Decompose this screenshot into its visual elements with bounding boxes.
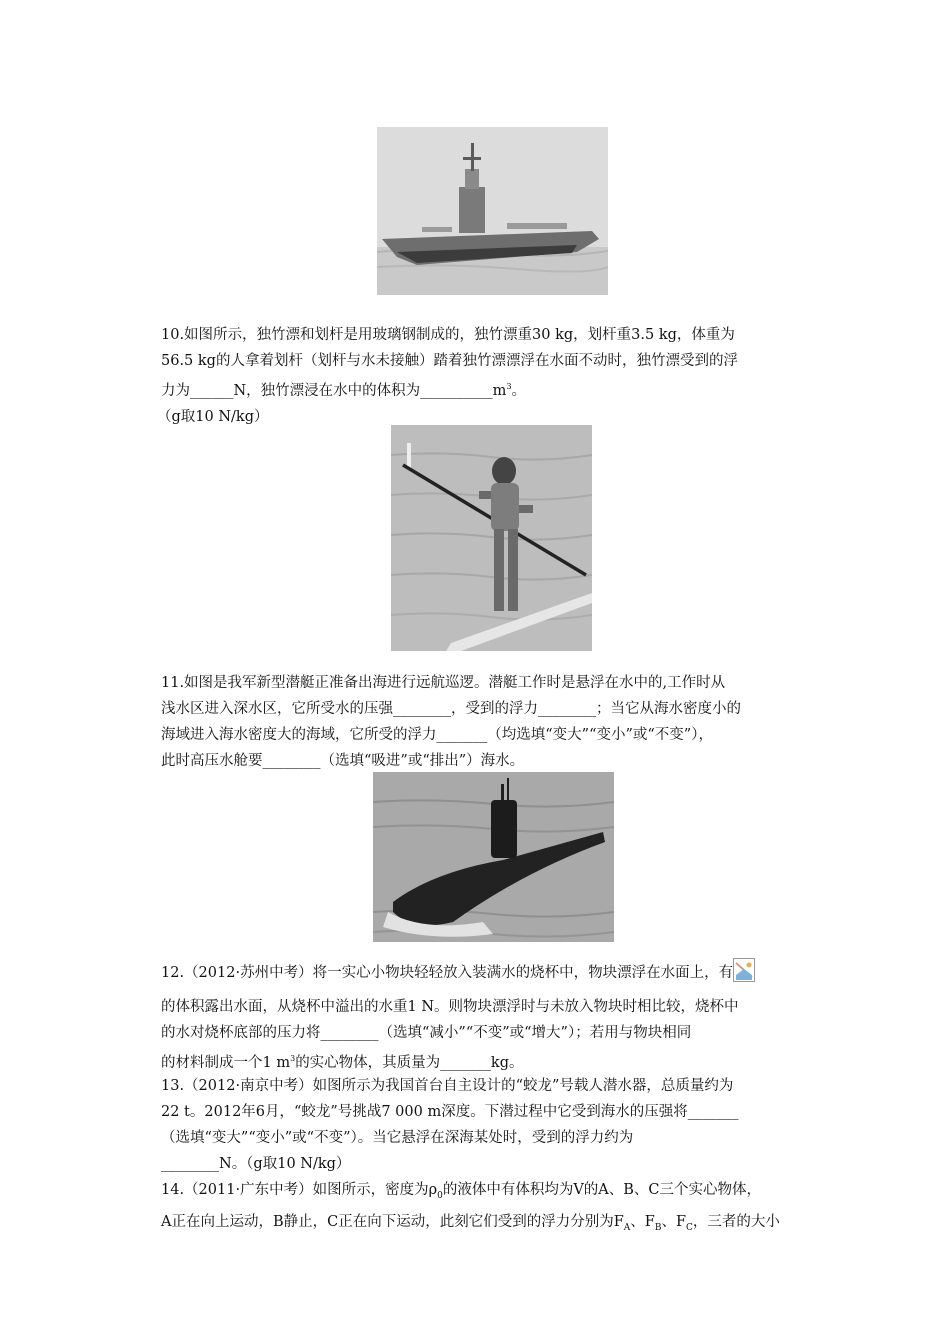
question-12-line-4-wrap <box>161 1046 827 1076</box>
question-12-line-1-wrap <box>161 958 827 986</box>
aircraft-carrier-photo <box>377 127 608 295</box>
question-11-line-2: 浅水区进入深水区，它所受水的压强________，受到的浮力________；当它从海水密度小的 <box>161 701 741 717</box>
question-14 <box>161 1177 827 1241</box>
question-13 <box>161 1073 827 1177</box>
question-14-line-2-wrap <box>161 1209 827 1241</box>
force-a-subscript: A <box>623 1222 631 1233</box>
question-10-line-1: 10.如图所示，独竹漂和划杆是用玻璃钢制成的，独竹漂重30 kg，划杆重3.5 kg，体重为 <box>161 327 735 343</box>
question-10-line-2: 56.5 kg的人拿着划杆（划杆与水未接触）踏着独竹漂漂浮在水面不动时，独竹漂受到的浮 <box>161 353 738 369</box>
question-10-line-3-wrap <box>161 374 827 404</box>
cubic-unit-superscript: 3 <box>506 382 512 391</box>
question-14-line-2c: 、F <box>661 1213 687 1230</box>
question-13-line-1: 13.（2012·南京中考）如图所示为我国首台自主设计的“蛟龙”号载人潜水器，总质量约为 <box>161 1078 734 1094</box>
question-13-line-4: ________N。（g取10 N/kg） <box>161 1156 351 1172</box>
fraction-image-icon <box>733 958 755 982</box>
question-14-line-2b: 、F <box>630 1213 655 1230</box>
rho-subscript: 0 <box>437 1190 443 1201</box>
question-11-line-4: 此时高压水舱要________（选填“吸进”或“排出”）海水。 <box>161 753 525 769</box>
cubic-unit-superscript: 3 <box>290 1054 296 1063</box>
force-c-subscript: C <box>686 1222 693 1233</box>
question-14-line-1a: 14.（2011·广东中考）如图所示，密度为ρ <box>161 1182 438 1198</box>
question-12-line-1: 12.（2012·苏州中考）将一实心小物块轻轻放入装满水的烧杯中，物块漂浮在水面上，有 <box>161 965 734 981</box>
question-11-line-3: 海域进入海水密度大的海域，它所受的浮力_______（均选填“变大”“变小”或“不变”）， <box>161 727 713 743</box>
question-12-line-4: 的材料制成一个1 m <box>161 1054 291 1071</box>
question-14-line-1b: 的液体中有体积均为V的A、B、C三个实心物体， <box>442 1182 762 1198</box>
force-b-subscript: B <box>654 1222 662 1233</box>
bamboo-rafting-photo <box>391 425 592 651</box>
question-14-line-2a: A正在向上运动，B静止，C正在向下运动，此刻它们受到的浮力分别为F <box>161 1213 624 1230</box>
question-14-line-1-wrap <box>161 1177 827 1209</box>
question-12 <box>161 958 827 1076</box>
question-14-line-2d: ，三者的大小 <box>692 1213 780 1230</box>
question-11-line-1: 11.如图是我军新型潜艇正准备出海进行远航巡逻。潜艇工作时是悬浮在水中的,工作时从 <box>161 675 726 691</box>
question-12-line-4-tail: 的实心物体，其质量为_______kg。 <box>295 1054 524 1071</box>
question-12-line-3: 的水对烧杯底部的压力将________（选填“减小”“不变”或“增大”）；若用与物块相同 <box>161 1025 692 1041</box>
question-10 <box>157 322 827 430</box>
question-12-line-2: 的体积露出水面，从烧杯中溢出的水重1 N。则物块漂浮时与未放入物块时相比较，烧杯中 <box>161 999 739 1015</box>
question-10-line-3: 力为______N，独竹漂浸在水中的体积为__________m <box>161 382 507 399</box>
question-10-line-4: （g取10 N/kg） <box>157 408 269 425</box>
question-13-line-2: 22 t。2012年6月，“蛟龙”号挑战7 000 m深度。下潜过程中它受到海水的压强将_______ <box>161 1104 739 1120</box>
submarine-photo <box>373 772 614 942</box>
question-11 <box>161 670 827 774</box>
question-10-line-3-tail: 。 <box>511 382 527 399</box>
question-13-line-3: （选填“变大”“变小”或“不变”）。当它悬浮在深海某处时，受到的浮力约为 <box>161 1130 634 1146</box>
